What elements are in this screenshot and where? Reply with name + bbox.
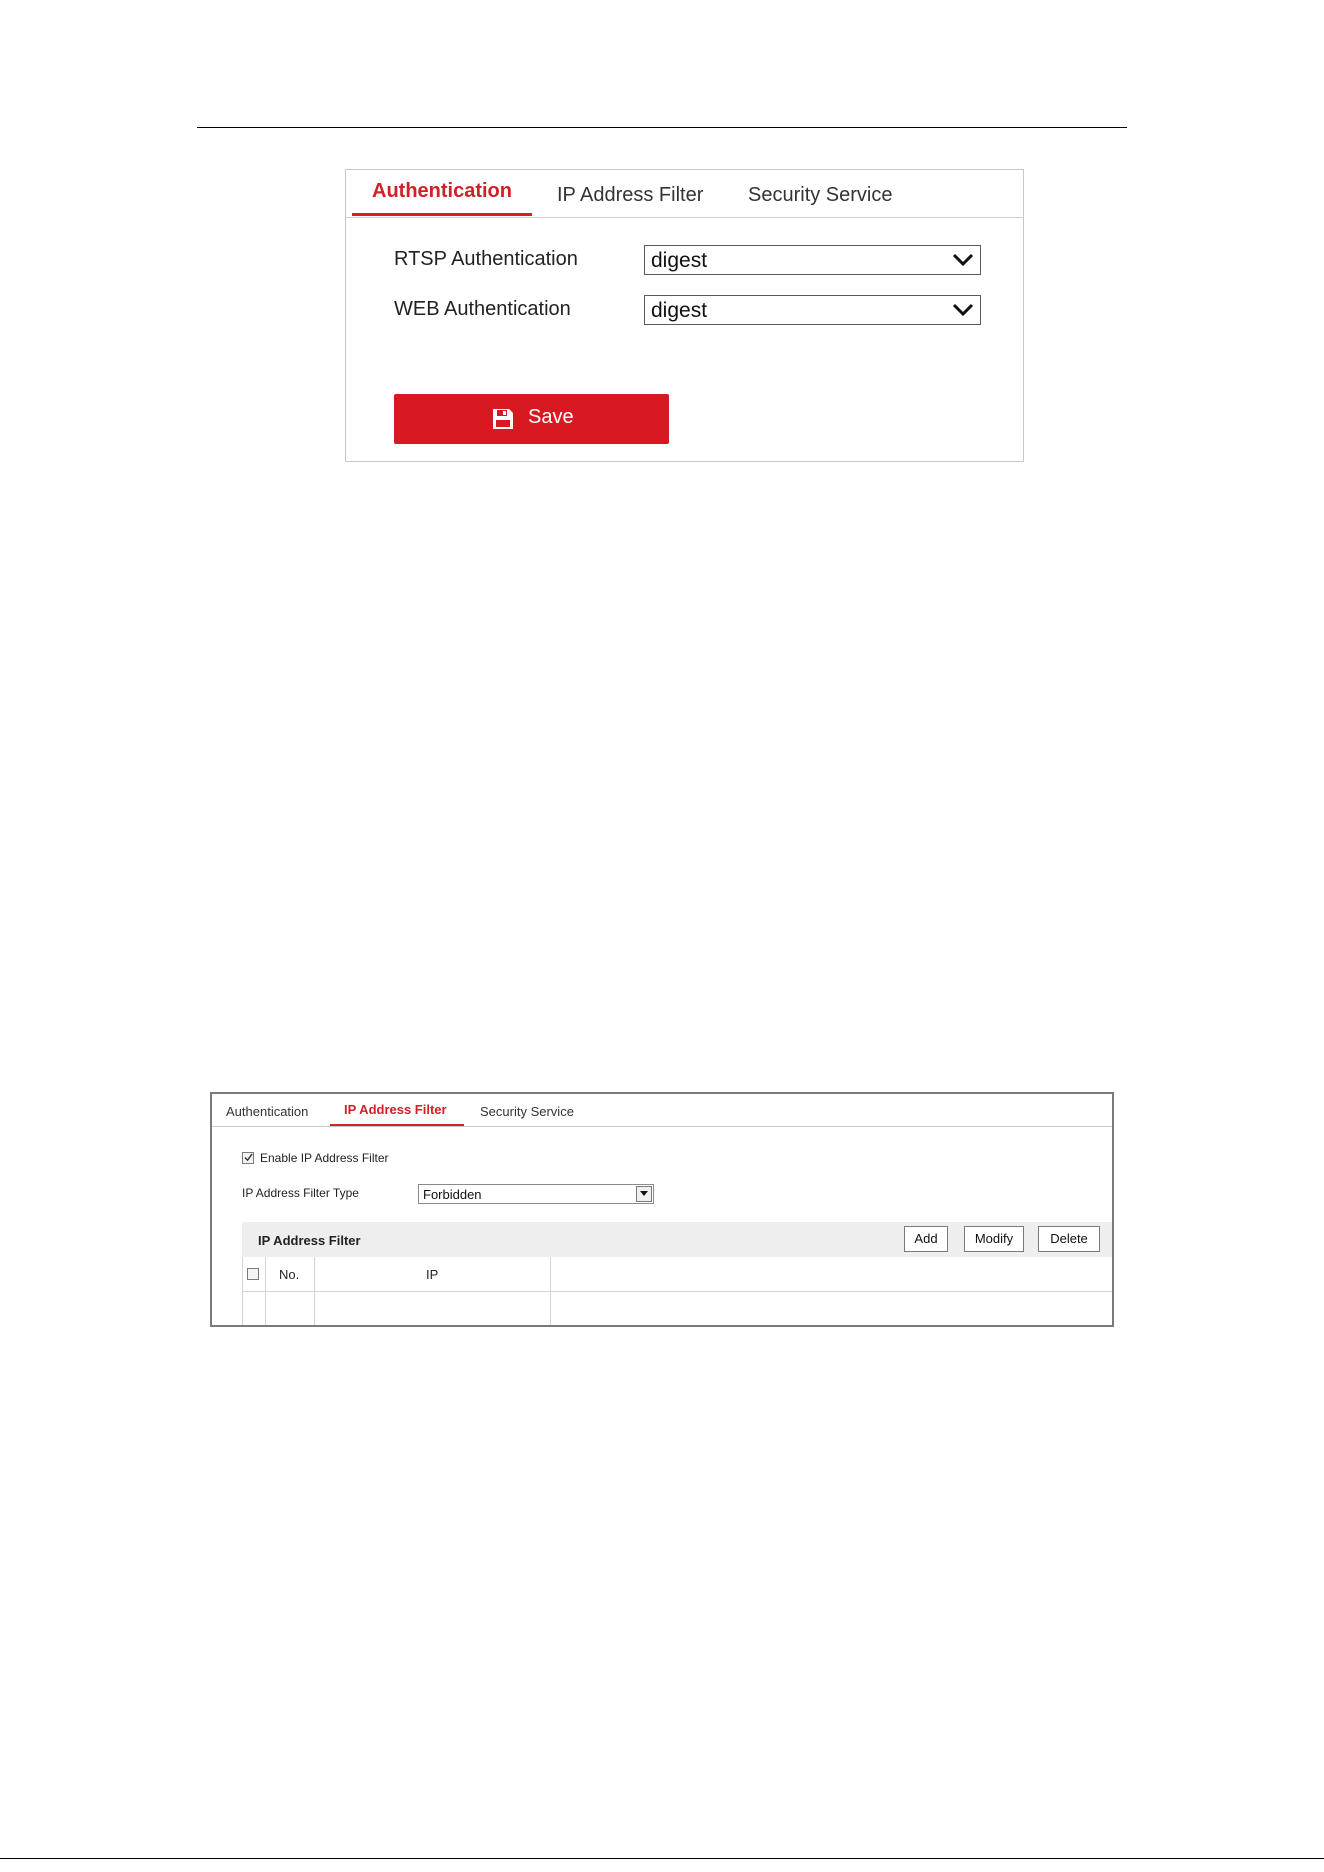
web-authentication-value: digest	[651, 299, 708, 322]
add-button[interactable]: Add	[904, 1226, 948, 1252]
authentication-panel	[345, 169, 1024, 462]
tab-authentication[interactable]: Authentication	[226, 1104, 309, 1119]
ip-filter-type-label: IP Address Filter Type	[242, 1186, 359, 1200]
dropdown-arrow-icon	[636, 1186, 652, 1202]
ip-filter-table	[242, 1257, 1112, 1325]
floppy-disk-icon	[491, 407, 515, 431]
column-header-no: No.	[279, 1267, 300, 1282]
ip-address-filter-panel	[210, 1092, 1114, 1327]
table-column-divider	[265, 1257, 266, 1325]
checkmark-icon	[244, 1153, 253, 1162]
tab-ip-address-filter[interactable]: IP Address Filter	[344, 1102, 447, 1117]
enable-ip-filter-checkbox[interactable]	[242, 1152, 254, 1164]
active-tab-underline	[330, 1124, 464, 1126]
tab-security-service[interactable]: Security Service	[480, 1104, 574, 1119]
table-column-divider	[550, 1257, 551, 1325]
delete-button[interactable]: Delete	[1038, 1226, 1100, 1252]
tab-bar	[212, 1094, 1112, 1127]
table-column-divider	[314, 1257, 315, 1325]
ip-filter-type-select[interactable]	[418, 1184, 654, 1204]
tab-authentication[interactable]: Authentication	[372, 180, 512, 202]
page-footer-rule	[0, 1858, 1324, 1859]
page-header-rule	[197, 127, 1127, 128]
rtsp-authentication-label: RTSP Authentication	[394, 248, 578, 270]
chevron-down-icon	[952, 253, 974, 267]
web-authentication-label: WEB Authentication	[394, 298, 571, 320]
select-all-checkbox[interactable]	[247, 1268, 259, 1280]
ip-filter-list-title: IP Address Filter	[258, 1233, 361, 1248]
ip-filter-list-header	[242, 1222, 1112, 1257]
tab-ip-address-filter[interactable]: IP Address Filter	[557, 184, 704, 206]
rtsp-authentication-select[interactable]	[644, 245, 981, 275]
rtsp-authentication-value: digest	[651, 249, 708, 272]
tab-security-service[interactable]: Security Service	[748, 184, 893, 206]
save-button[interactable]	[394, 394, 669, 444]
enable-ip-filter-label: Enable IP Address Filter	[260, 1151, 389, 1165]
table-row-divider	[242, 1291, 1112, 1292]
active-tab-underline	[352, 213, 532, 216]
save-button-label: Save	[528, 406, 574, 428]
modify-button[interactable]: Modify	[964, 1226, 1024, 1252]
chevron-down-icon	[952, 303, 974, 317]
table-column-divider	[242, 1257, 243, 1325]
column-header-ip: IP	[426, 1267, 439, 1282]
ip-filter-type-value: Forbidden	[423, 1187, 482, 1202]
tab-bar	[346, 170, 1023, 218]
web-authentication-select[interactable]	[644, 295, 981, 325]
